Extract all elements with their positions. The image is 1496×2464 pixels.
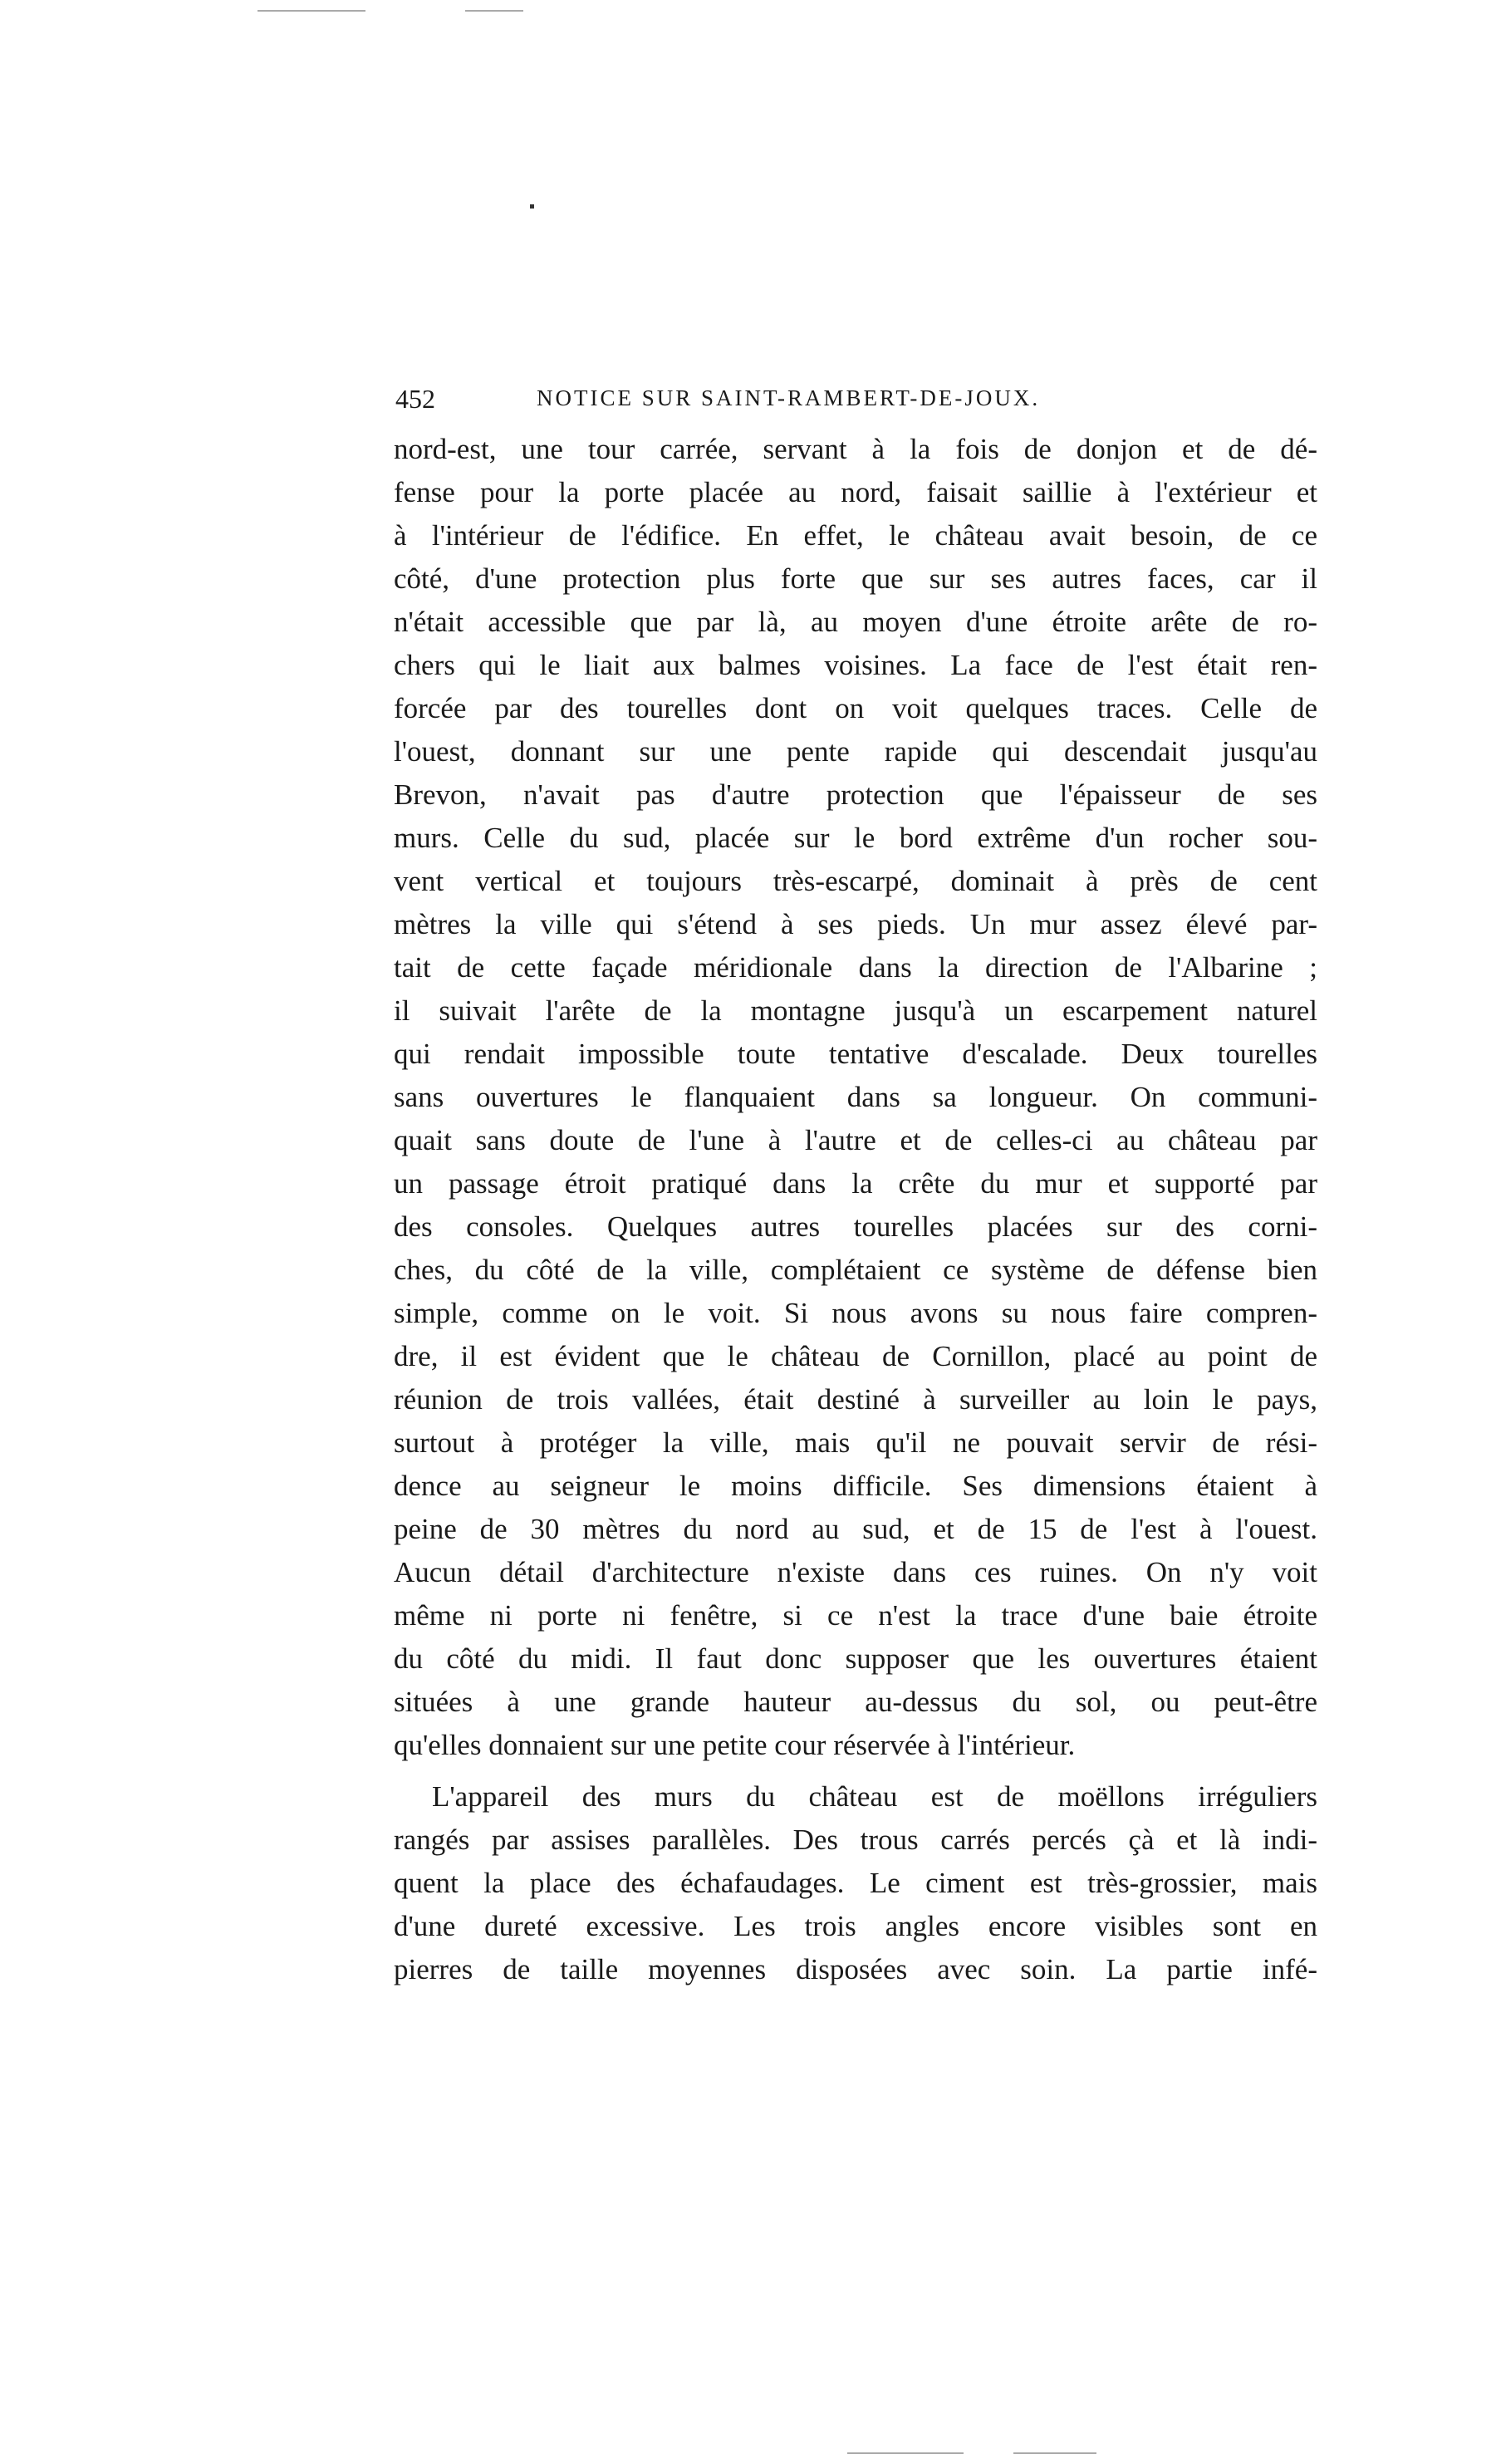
top-scan-mark (258, 10, 365, 12)
text-line: fense pour la porte placée au nord, faisait saillie à l'extérieur et (394, 476, 1317, 508)
text-line: n'était accessible que par là, au moyen d'une étroite arête de ro- (394, 606, 1317, 638)
text-line: forcée par des tourelles dont on voit quelques traces. Celle de (394, 692, 1317, 724)
text-line: simple, comme on le voit. Si nous avons su nous faire compren- (394, 1297, 1317, 1329)
paragraph-2 (394, 1775, 1317, 1991)
body-text (394, 428, 1317, 1991)
text-line: vent vertical et toujours très-escarpé, dominait à près de cent (394, 865, 1317, 897)
text-line: des consoles. Quelques autres tourelles placées sur des corni- (394, 1210, 1317, 1243)
text-line: quait sans doute de l'une à l'autre et de celles-ci au château par (394, 1124, 1317, 1156)
paragraph-1 (394, 428, 1317, 1767)
text-line: rangés par assises parallèles. Des trous carrés percés çà et là indi- (394, 1823, 1317, 1856)
text-line: ches, du côté de la ville, complétaient ce système de défense bien (394, 1254, 1317, 1286)
text-line: à l'intérieur de l'édifice. En effet, le château avait besoin, de ce (394, 519, 1317, 552)
text-line: même ni porte ni fenêtre, si ce n'est la trace d'une baie étroite (394, 1599, 1317, 1632)
text-line: côté, d'une protection plus forte que sur ses autres faces, car il (394, 562, 1317, 595)
text-line: du côté du midi. Il faut donc supposer que les ouvertures étaient (394, 1642, 1317, 1675)
text-line: dence au seigneur le moins difficile. Ses dimensions étaient à (394, 1470, 1317, 1502)
text-line: situées à une grande hauteur au-dessus du sol, ou peut-être (394, 1686, 1317, 1718)
text-line: chers qui le liait aux balmes voisines. La face de l'est était ren- (394, 649, 1317, 681)
text-line: quent la place des échafaudages. Le ciment est très-grossier, mais (394, 1867, 1317, 1899)
bottom-scan-mark (847, 2452, 964, 2454)
bottom-scan-mark-2 (1013, 2452, 1096, 2454)
paragraph-gap (394, 1767, 1317, 1775)
text-line: peine de 30 mètres du nord au sud, et de 15 de l'est à l'ouest. (394, 1513, 1317, 1545)
text-line: il suivait l'arête de la montagne jusqu'à un escarpement naturel (394, 994, 1317, 1027)
text-line: Brevon, n'avait pas d'autre protection que l'épaisseur de ses (394, 778, 1317, 811)
text-line: qu'elles donnaient sur une petite cour réservée à l'intérieur. (394, 1729, 1076, 1761)
text-line: tait de cette façade méridionale dans la direction de l'Albarine ; (394, 951, 1317, 984)
top-scan-mark-2 (465, 10, 523, 12)
text-line: sans ouvertures le flanquaient dans sa longueur. On communi- (394, 1081, 1317, 1113)
text-line: murs. Celle du sud, placée sur le bord extrême d'un rocher sou- (394, 822, 1317, 854)
text-line: nord-est, une tour carrée, servant à la fois de donjon et de dé- (394, 433, 1317, 465)
text-line: mètres la ville qui s'étend à ses pieds. Un mur assez élevé par- (394, 908, 1317, 940)
text-line: pierres de taille moyennes disposées avec soin. La partie infé- (394, 1953, 1317, 1985)
text-line: surtout à protéger la ville, mais qu'il ne pouvait servir de rési- (394, 1426, 1317, 1459)
text-line: un passage étroit pratiqué dans la crête du mur et supporté par (394, 1167, 1317, 1200)
text-line: qui rendait impossible toute tentative d'escalade. Deux tourelles (394, 1038, 1317, 1070)
text-line: Aucun détail d'architecture n'existe dans ces ruines. On n'y voit (394, 1556, 1317, 1588)
running-title: NOTICE SUR SAINT-RAMBERT-DE-JOUX. (537, 385, 1041, 410)
text-line: réunion de trois vallées, était destiné à surveiller au loin le pays, (394, 1383, 1317, 1416)
text-line: L'appareil des murs du château est de moëllons irréguliers (432, 1780, 1317, 1813)
text-line: dre, il est évident que le château de Cornillon, placé au point de (394, 1340, 1317, 1372)
text-line: d'une dureté excessive. Les trois angles encore visibles sont en (394, 1910, 1317, 1942)
page-number: 452 (395, 384, 435, 414)
page-header (395, 384, 1316, 425)
text-line: l'ouest, donnant sur une pente rapide qui descendait jusqu'au (394, 735, 1317, 768)
speck (530, 204, 534, 209)
